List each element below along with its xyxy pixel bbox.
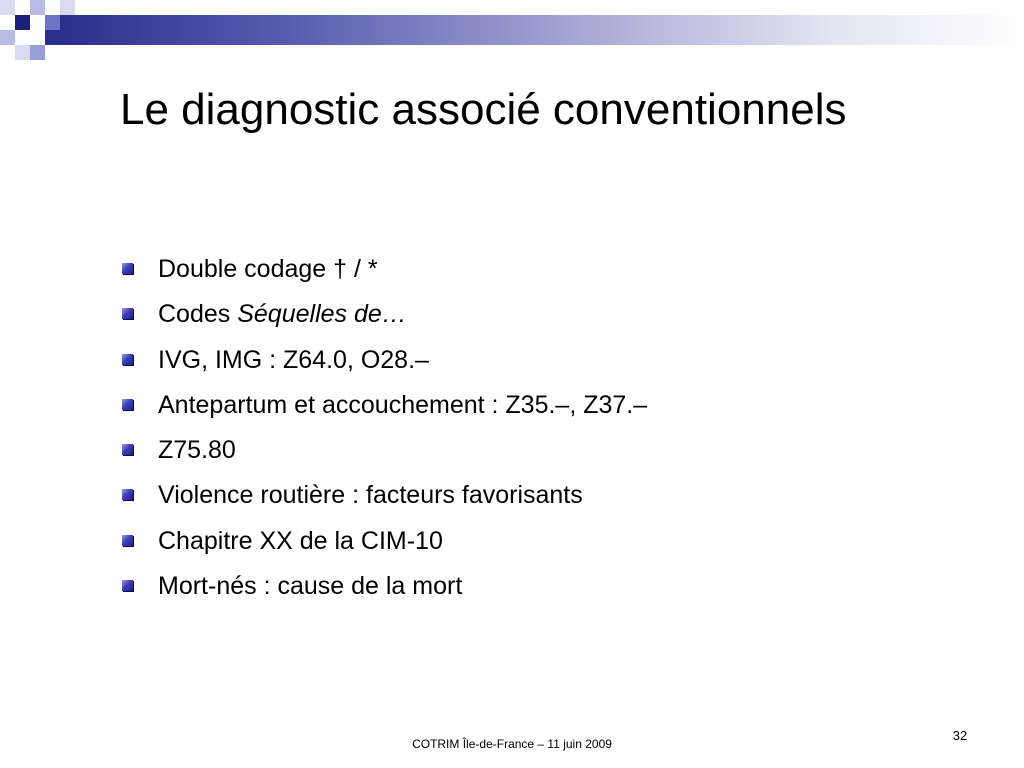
list-item — [122, 292, 647, 337]
decorative-squares — [0, 0, 90, 70]
bullet-text — [158, 300, 407, 328]
bullet-text-plain: Codes — [158, 300, 238, 329]
list-item — [122, 473, 647, 518]
square-bullet-icon — [122, 399, 133, 410]
slide-title: Le diagnostic associé conventionnels — [120, 85, 847, 134]
square-bullet-icon — [122, 580, 133, 591]
square-bullet-icon — [122, 354, 133, 365]
square-bullet-icon — [122, 444, 133, 455]
bullet-text: Chapitre XX de la CIM-10 — [158, 526, 443, 555]
square-light — [30, 0, 45, 15]
square-mid — [45, 15, 60, 30]
square-light — [15, 45, 30, 60]
square-mid — [30, 45, 45, 60]
list-item — [122, 247, 647, 292]
square-light — [60, 0, 75, 15]
square-light — [0, 0, 15, 15]
list-item — [122, 383, 647, 428]
square-bullet-icon — [122, 263, 133, 274]
bullet-text: Z75.80 — [158, 436, 236, 465]
square-dark — [45, 30, 60, 45]
page-number: 32 — [952, 728, 968, 743]
bullet-list — [122, 247, 647, 609]
bullet-text: Double codage † / * — [158, 255, 378, 283]
square-bullet-icon — [122, 535, 133, 546]
square-bullet-icon — [122, 308, 133, 319]
square-dark — [15, 15, 30, 30]
square-mid — [0, 30, 15, 45]
list-item — [122, 564, 647, 609]
slide-footer: COTRIM Île-de-France – 11 juin 2009 — [412, 737, 612, 751]
header-gradient-band — [60, 15, 1024, 45]
bullet-text: Mort-nés : cause de la mort — [158, 572, 463, 601]
list-item — [122, 519, 647, 564]
list-item — [122, 338, 647, 383]
bullet-text: IVG, IMG : Z64.0, O28.– — [158, 345, 429, 374]
bullet-text: Antepartum et accouchement : Z35.–, Z37.– — [158, 390, 648, 419]
bullet-text-italic: Séquelles de… — [237, 300, 407, 329]
bullet-text: Violence routière : facteurs favorisants — [158, 481, 583, 510]
square-bullet-icon — [122, 489, 133, 500]
list-item — [122, 428, 647, 473]
